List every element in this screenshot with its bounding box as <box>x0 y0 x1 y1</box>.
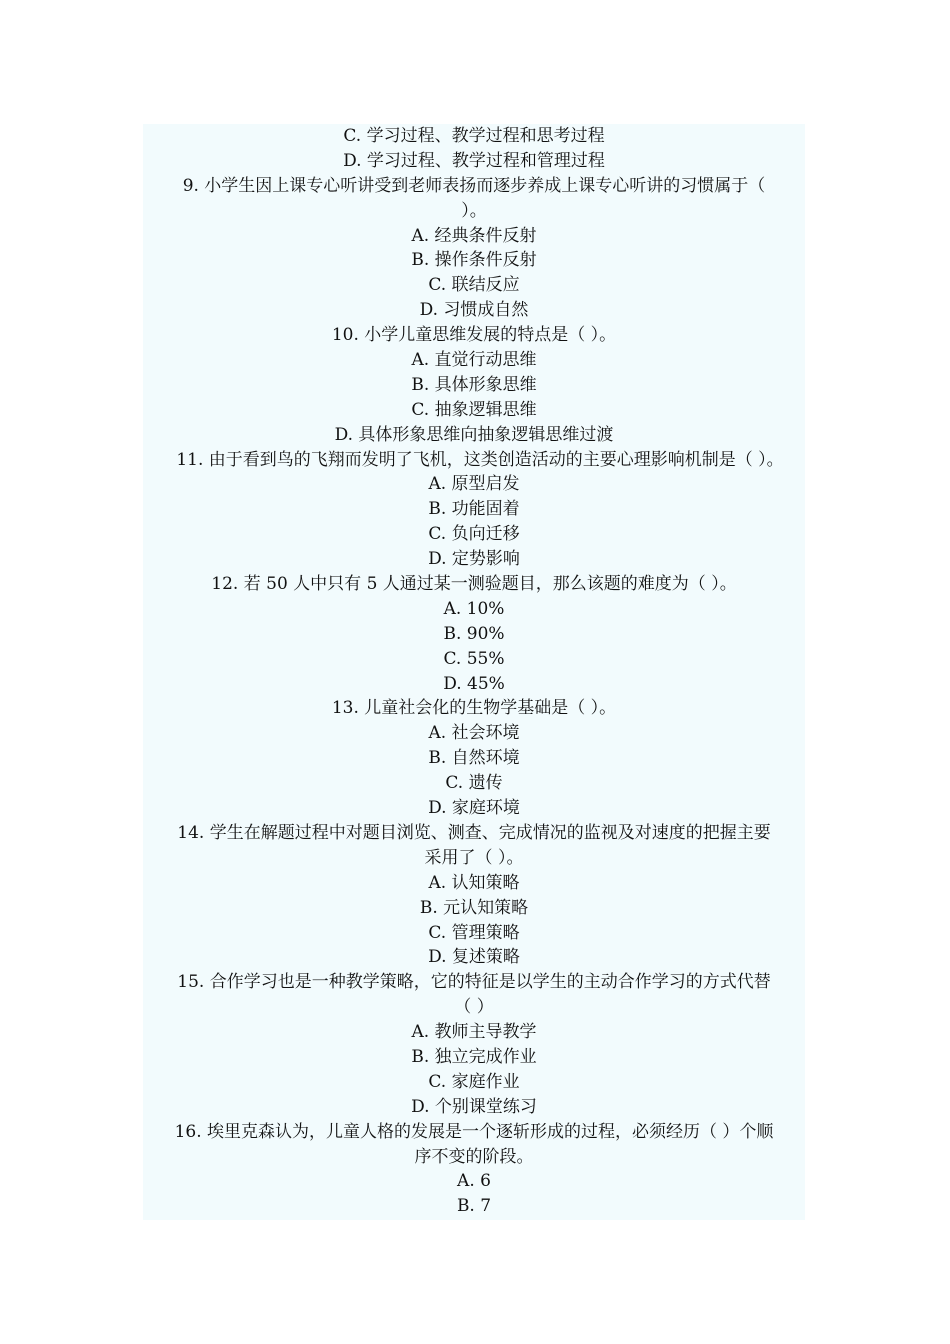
option-15c: C. 家庭作业 <box>428 1071 520 1092</box>
question-13: 13. 儿童社会化的生物学基础是（ ）。 <box>331 698 617 719</box>
option-12a: A. 10% <box>443 598 505 619</box>
option-9d: D. 习惯成自然 <box>419 300 529 321</box>
option-14b: B. 元认知策略 <box>419 897 529 918</box>
question-14-continued: 采用了（ ）。 <box>424 847 524 868</box>
option-14d: D. 复述策略 <box>428 947 520 968</box>
option-11c: C. 负向迁移 <box>428 524 520 545</box>
question-15: 15. 合作学习也是一种教学策略，它的特征是以学生的主动合作学习的方式代替 <box>177 972 771 993</box>
option-13a: A. 社会环境 <box>428 723 520 744</box>
option-12b: B. 90% <box>443 623 505 644</box>
option-14c: C. 管理策略 <box>428 922 520 943</box>
option-13d: D. 家庭环境 <box>428 798 520 819</box>
option-13c: C. 遗传 <box>445 773 503 794</box>
question-9-continued: ）。 <box>461 200 487 221</box>
option-10a: A. 直觉行动思维 <box>411 350 537 371</box>
option-10b: B. 具体形象思维 <box>411 374 537 395</box>
option-16a: A. 6 <box>457 1171 491 1192</box>
option-12d: D. 45% <box>443 673 505 694</box>
option-11a: A. 原型启发 <box>428 474 520 495</box>
question-16-continued: 序不变的阶段。 <box>414 1146 534 1167</box>
question-9: 9. 小学生因上课专心听讲受到老师表扬而逐步养成上课专心听讲的习惯属于（ <box>182 175 766 196</box>
option-10c: C. 抽象逻辑思维 <box>411 399 537 420</box>
option-10d: D. 具体形象思维向抽象逻辑思维过渡 <box>334 424 614 445</box>
question-12: 12. 若 50 人中只有 5 人通过某一测验题目，那么该题的难度为（ ）。 <box>211 574 737 595</box>
document-content <box>143 124 805 1219</box>
question-15-continued: （ ） <box>454 997 494 1018</box>
question-11: 11. 由于看到鸟的飞翔而发明了飞机，这类创造活动的主要心理影响机制是（ ）。 <box>176 449 784 470</box>
option-13b: B. 自然环境 <box>428 748 520 769</box>
question-10: 10. 小学儿童思维发展的特点是（ ）。 <box>331 325 617 346</box>
option-11b: B. 功能固着 <box>428 499 520 520</box>
question-14: 14. 学生在解题过程中对题目浏览、测查、完成情况的监视及对速度的把握主要 <box>177 822 771 843</box>
option-8c: C. 学习过程、教学过程和思考过程 <box>343 126 605 146</box>
option-9a: A. 经典条件反射 <box>411 225 537 246</box>
option-15b: B. 独立完成作业 <box>411 1046 537 1067</box>
option-15a: A. 教师主导教学 <box>411 1022 537 1043</box>
question-16: 16. 埃里克森认为，儿童人格的发展是一个逐斩形成的过程，必须经历（ ）个顺 <box>174 1121 774 1142</box>
option-9b: B. 操作条件反射 <box>411 250 537 271</box>
option-14a: A. 认知策略 <box>428 872 520 893</box>
option-15d: D. 个别课堂练习 <box>411 1096 537 1117</box>
option-8d: D. 学习过程、教学过程和管理过程 <box>343 150 605 171</box>
option-12c: C. 55% <box>443 648 505 669</box>
option-11d: D. 定势影响 <box>428 549 520 570</box>
option-16b: B. 7 <box>456 1196 492 1217</box>
option-9c: C. 联结反应 <box>428 275 520 296</box>
